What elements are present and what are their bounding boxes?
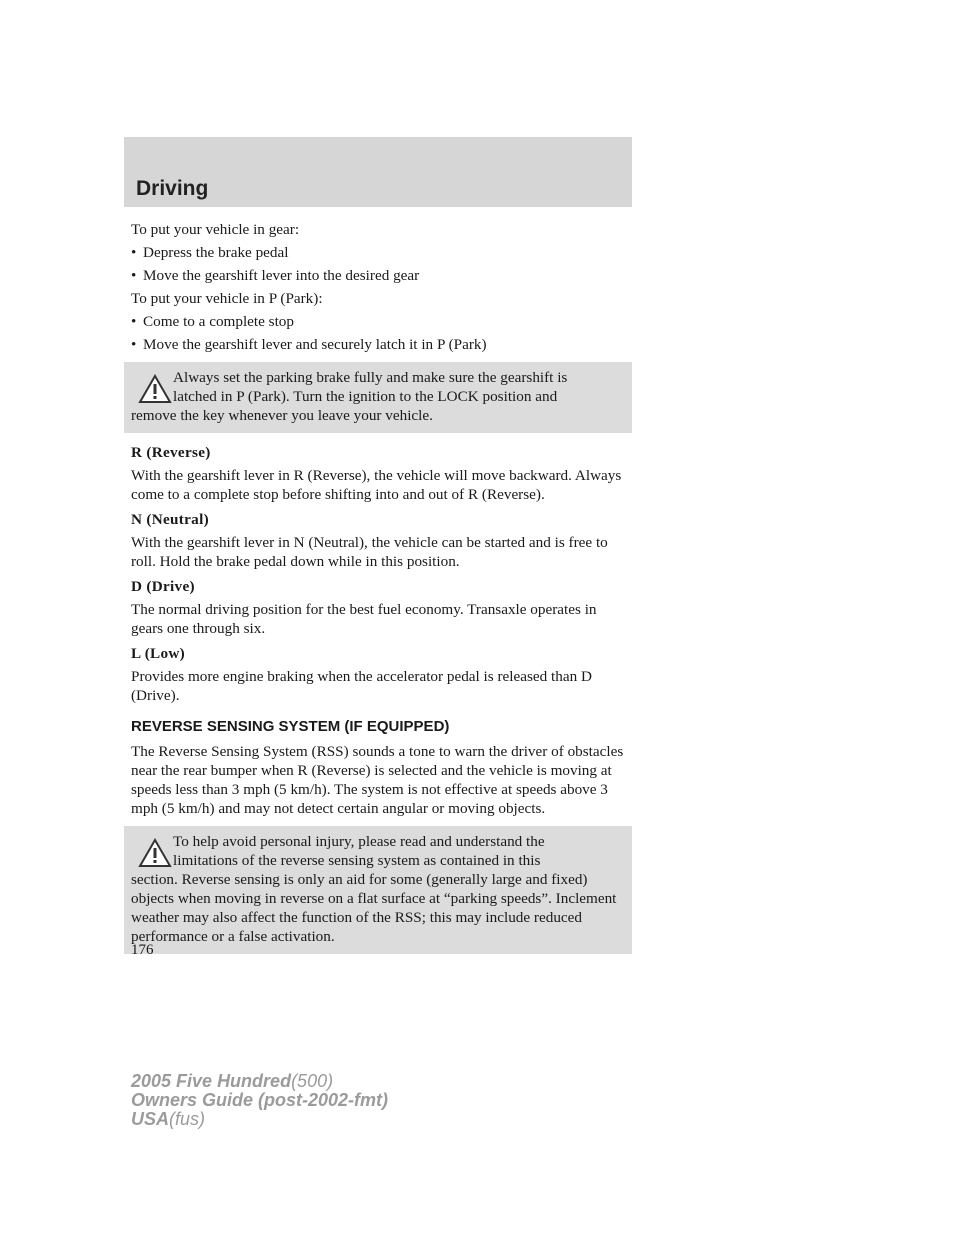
warning-triangle-icon xyxy=(138,374,172,404)
list-item: • Move the gearshift lever and securely latch it in P (Park) xyxy=(131,336,487,353)
section-header-band xyxy=(124,137,632,207)
gear-heading-neutral: N (Neutral) xyxy=(131,511,209,528)
intro-park: To put your vehicle in P (Park): xyxy=(131,290,323,307)
list-item: • Come to a complete stop xyxy=(131,313,294,330)
gear-heading-low: L (Low) xyxy=(131,645,185,662)
section-title: Driving xyxy=(136,177,209,200)
warning-line: Always set the parking brake fully and make sure the gearshift is xyxy=(173,369,568,386)
page-content xyxy=(131,220,631,964)
rss-body: The Reverse Sensing System (RSS) sounds a tone to warn the driver of obstacles near the rear bumper when R (Reverse) is selected and the vehicle is moving at speeds less than 3 mph (5 km/h). The system is not effective at speeds above 3 mph (5 km/h) and may not detect certain angular or moving objects. xyxy=(131,743,624,817)
warning-triangle-icon xyxy=(138,838,172,868)
rss-heading: REVERSE SENSING SYSTEM (IF EQUIPPED) xyxy=(131,718,450,735)
gear-body-drive: The normal driving position for the best fuel economy. Transaxle operates in gears one through six. xyxy=(131,601,597,637)
intro-gear: To put your vehicle in gear: xyxy=(131,221,300,238)
gear-heading-drive: D (Drive) xyxy=(131,578,195,595)
list-item: • Depress the brake pedal xyxy=(131,244,289,261)
warning-box-parking xyxy=(124,362,632,433)
gear-body-low: Provides more engine braking when the accelerator pedal is released than D (Drive). xyxy=(131,668,592,704)
gear-heading-reverse: R (Reverse) xyxy=(131,444,211,461)
warning-line: To help avoid personal injury, please read and understand the xyxy=(173,833,545,850)
warning-line: limitations of the reverse sensing system as contained in this xyxy=(173,852,541,869)
warning-text: remove the key whenever you leave your vehicle. xyxy=(131,407,433,424)
warning-text: section. Reverse sensing is only an aid for some (generally large and fixed) objects when moving in reverse on a flat surface at “parking speeds”. Inclement weather may also affect the function of the RSS; this may include reduced performance or a false activation. xyxy=(131,871,617,945)
warning-box-rss xyxy=(124,826,632,954)
document-footer: 2005 Five Hundred(500) Owners Guide (post-2002-fmt) USA(fus) xyxy=(131,1071,389,1129)
warning-line: latched in P (Park). Turn the ignition to the LOCK position and xyxy=(173,388,558,405)
gear-body-neutral: With the gearshift lever in N (Neutral), the vehicle can be started and is free to roll. Hold the brake pedal down while in this position. xyxy=(131,534,608,570)
gear-body-reverse: With the gearshift lever in R (Reverse), the vehicle will move backward. Always come to a complete stop before shifting into and out of R (Reverse). xyxy=(131,467,622,503)
list-item: • Move the gearshift lever into the desired gear xyxy=(131,267,420,284)
page-number: 176 xyxy=(131,942,154,958)
